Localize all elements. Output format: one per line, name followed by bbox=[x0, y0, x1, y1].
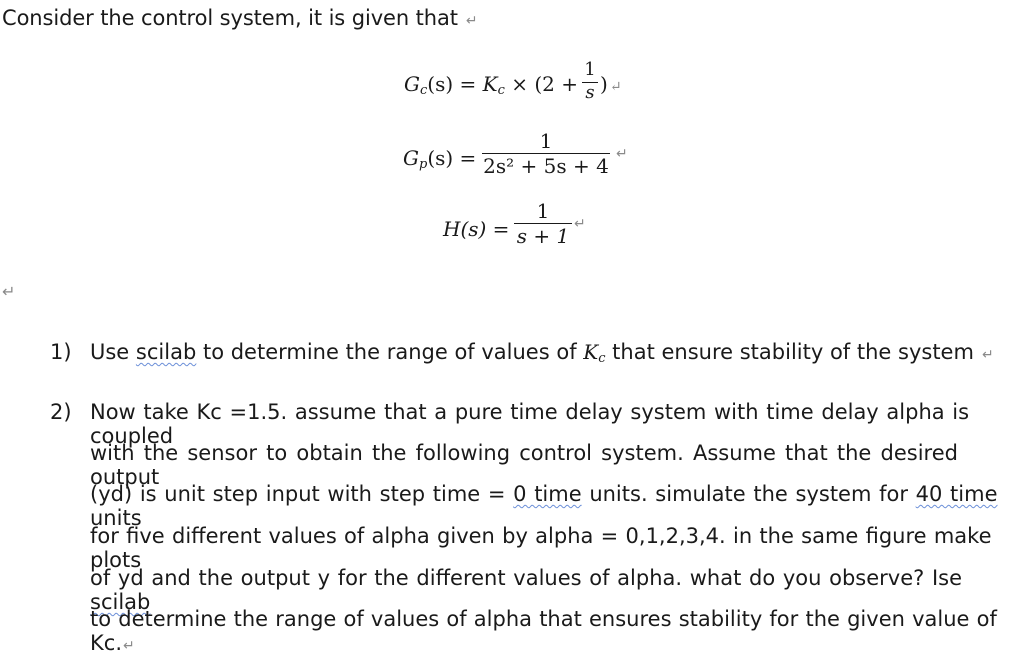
q2-line-3 bbox=[90, 482, 1024, 530]
q2-line2-text: with the sensor to obtain the following control system. Assume that the desired output bbox=[90, 441, 958, 489]
gp-fraction bbox=[482, 130, 610, 177]
paragraph-mark-icon: ↵ bbox=[574, 216, 586, 232]
gc-denominator: s bbox=[585, 82, 595, 103]
q2-scilab-word: scilab bbox=[90, 590, 151, 614]
kc-symbol: K bbox=[482, 72, 498, 96]
q2-line6-text: to determine the range of values of alpha that ensures stability for the given value of Kc. bbox=[90, 607, 997, 655]
gc-subscript: c bbox=[419, 83, 428, 98]
h-denominator: s + 1 bbox=[516, 224, 570, 248]
q2-line-6 bbox=[90, 607, 1024, 655]
gc-mid: × (2 + bbox=[504, 72, 578, 96]
h-return bbox=[566, 213, 586, 232]
equation-h bbox=[443, 217, 509, 241]
gc-close bbox=[600, 72, 622, 96]
h-fraction bbox=[514, 200, 572, 247]
q2-line3-a: (yd) is unit step input with step time = bbox=[90, 482, 514, 506]
gp-symbol: G bbox=[403, 146, 419, 170]
equation-gp bbox=[403, 146, 476, 172]
q1-number: 1) bbox=[50, 340, 72, 364]
q1-text-a: Use bbox=[90, 340, 136, 364]
gp-numerator: 1 bbox=[539, 129, 553, 153]
q2-line4-text: for five different values of alpha given by alpha = 0,1,2,3,4. in the same figure make plots bbox=[90, 524, 992, 572]
q2-line5-a: of yd and the output y for the different values of alpha. what do you observe? Ise bbox=[90, 566, 962, 590]
paragraph-mark-icon: ↵ bbox=[123, 638, 135, 654]
q2-sim-time-value: 40 time bbox=[915, 482, 998, 506]
h-lhs: H(s) = bbox=[443, 217, 510, 241]
q1-scilab-word: scilab bbox=[135, 340, 197, 364]
intro-text bbox=[2, 6, 478, 30]
gc-close-paren: ) bbox=[600, 72, 608, 96]
q2-line3-c: units bbox=[90, 506, 142, 530]
gp-subscript: p bbox=[418, 157, 428, 172]
gc-numerator: 1 bbox=[584, 59, 596, 80]
q2-line3-b: units. simulate the system for bbox=[581, 482, 916, 506]
paragraph-mark-icon: ↵ bbox=[609, 79, 622, 95]
gc-symbol: G bbox=[404, 72, 420, 96]
gp-denominator: 2s² + 5s + 4 bbox=[483, 154, 609, 178]
q1-text-b: to determine the range of values of bbox=[196, 340, 584, 364]
kc-subscript: c bbox=[497, 83, 505, 98]
q1-text bbox=[90, 340, 994, 366]
gc-lhs-tail: (s) = bbox=[427, 72, 483, 96]
gp-lhs-tail: (s) = bbox=[427, 146, 477, 170]
q2-line1-text: Now take Kc =1.5. assume that a pure time delay system with time delay alpha is coupled bbox=[90, 400, 970, 448]
paragraph-mark-icon: ↵ bbox=[616, 146, 628, 162]
paragraph-mark-icon: ↵ bbox=[465, 13, 478, 29]
q1-kc-symbol: K bbox=[583, 340, 599, 364]
h-numerator: 1 bbox=[536, 199, 550, 223]
empty-paragraph-mark-icon: ↵ bbox=[2, 282, 16, 301]
gc-fraction bbox=[582, 59, 598, 102]
q2-number: 2) bbox=[50, 400, 72, 424]
gp-return bbox=[608, 143, 628, 162]
intro-sentence: Consider the control system, it is given that bbox=[2, 6, 458, 30]
q2-step-time-value: 0 time bbox=[513, 482, 582, 506]
q1-kc-subscript: c bbox=[598, 351, 606, 366]
equation-gc bbox=[404, 72, 578, 98]
paragraph-mark-icon: ↵ bbox=[981, 347, 994, 363]
q1-text-c: that ensure stability of the system bbox=[605, 340, 974, 364]
q2-line-4 bbox=[90, 524, 1024, 572]
